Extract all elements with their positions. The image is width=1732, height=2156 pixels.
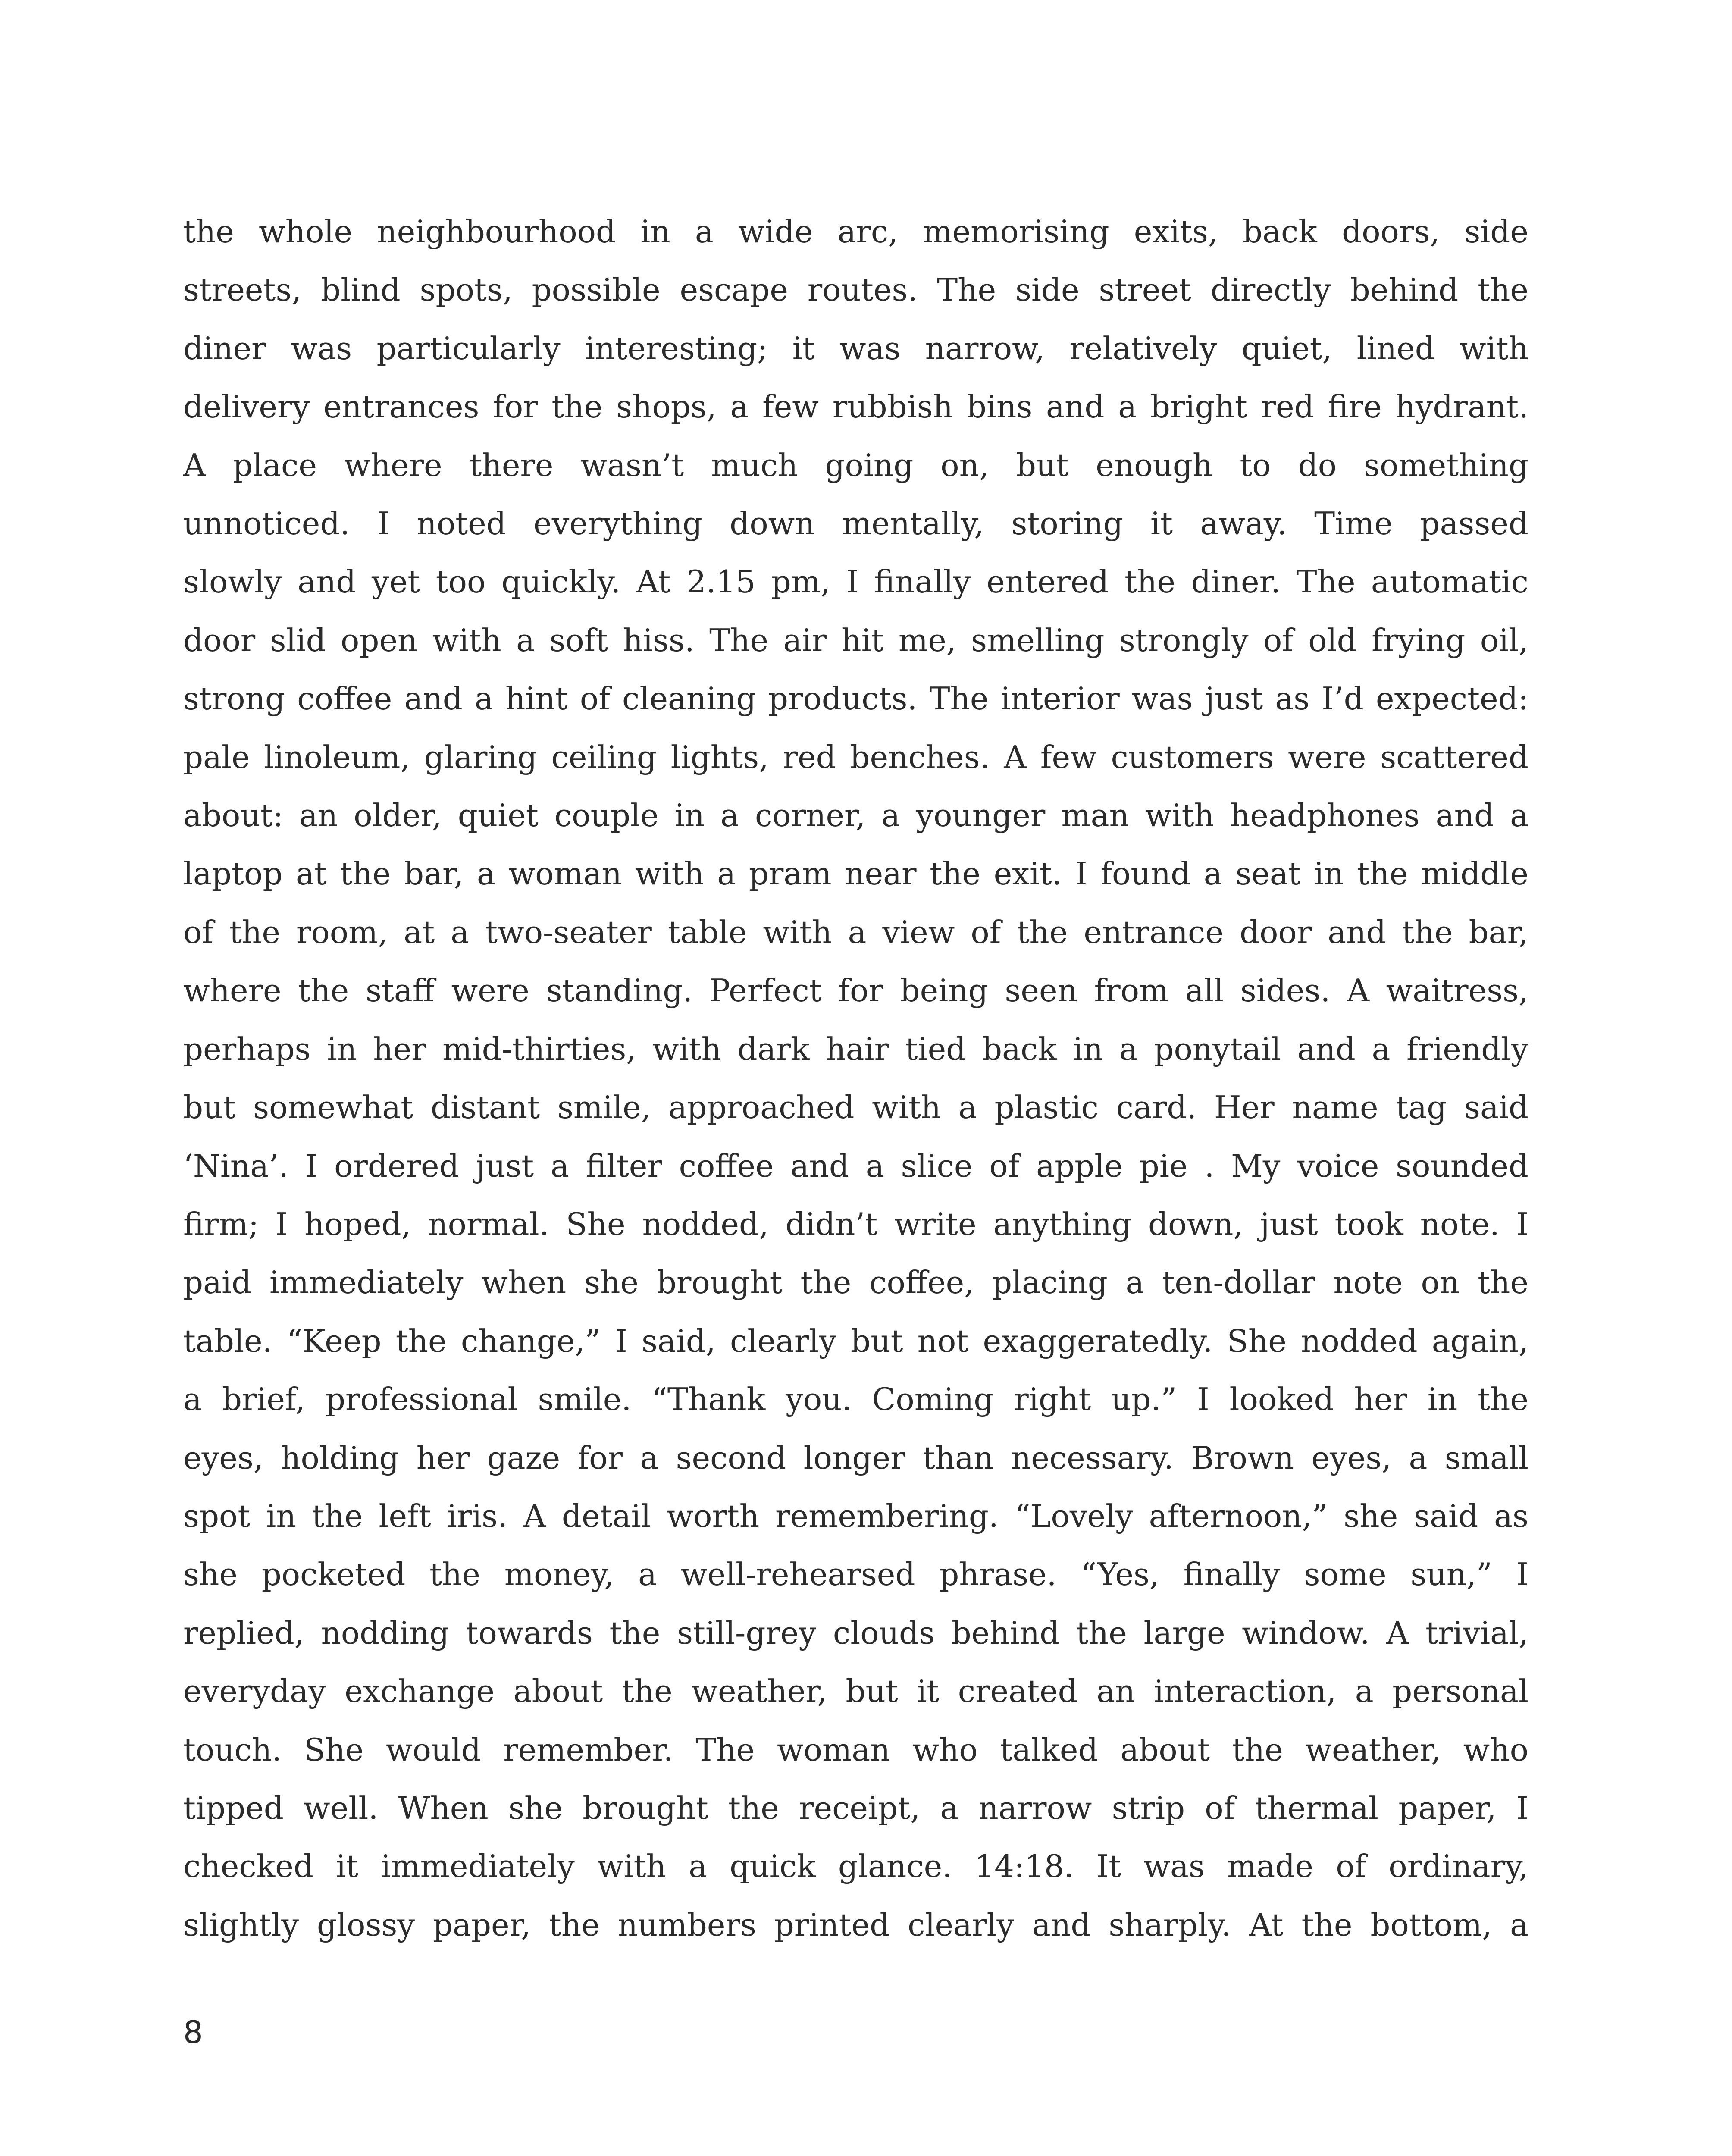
text-line: of the room, at a two-seater table with a view of the entrance door and the bar,: [183, 914, 1528, 950]
text-line: about: an older, quiet couple in a corner, a younger man with headphones and a: [183, 797, 1528, 834]
text-line: strong coffee and a hint of cleaning products. The interior was just as I’d expected:: [183, 680, 1528, 717]
text-line: a brief, professional smile. “Thank you. Coming right up.” I looked her in the: [183, 1381, 1528, 1418]
text-line: slightly glossy paper, the numbers printed clearly and sharply. At the bottom, a: [183, 1906, 1528, 1943]
text-line: unnoticed. I noted everything down mentally, storing it away. Time passed: [183, 505, 1528, 542]
text-line: where the staff were standing. Perfect for being seen from all sides. A waitress,: [183, 972, 1528, 1009]
text-line: streets, blind spots, possible escape routes. The side street directly behind the: [183, 272, 1528, 308]
text-line: diner was particularly interesting; it was narrow, relatively quiet, lined with: [183, 330, 1528, 367]
text-line: everyday exchange about the weather, but it created an interaction, a personal: [183, 1673, 1528, 1710]
text-line: eyes, holding her gaze for a second longer than necessary. Brown eyes, a small: [183, 1439, 1528, 1476]
text-line: paid immediately when she brought the coffee, placing a ten-dollar note on the: [183, 1264, 1528, 1301]
body-text: [183, 203, 1528, 1954]
text-line: delivery entrances for the shops, a few rubbish bins and a bright red fire hydrant.: [183, 389, 1528, 425]
text-line: touch. She would remember. The woman who talked about the weather, who: [183, 1731, 1528, 1768]
text-line: door slid open with a soft hiss. The air hit me, smelling strongly of old frying oil,: [183, 622, 1528, 658]
text-line: firm; I hoped, normal. She nodded, didn’t write anything down, just took note. I: [183, 1206, 1528, 1242]
text-line: A place where there wasn’t much going on, but enough to do something: [183, 447, 1528, 483]
text-line: tipped well. When she brought the receipt, a narrow strip of thermal paper, I: [183, 1789, 1528, 1826]
text-line: table. “Keep the change,” I said, clearly but not exaggeratedly. She nodded again,: [183, 1322, 1528, 1359]
text-line: laptop at the bar, a woman with a pram near the exit. I found a seat in the middle: [183, 856, 1528, 892]
text-line: but somewhat distant smile, approached with a plastic card. Her name tag said: [183, 1089, 1528, 1126]
text-line: she pocketed the money, a well-rehearsed phrase. “Yes, finally some sun,” I: [183, 1556, 1528, 1593]
page-number: 8: [183, 2014, 203, 2050]
text-line: ‘Nina’. I ordered just a filter coffee and a slice of apple pie . My voice sounded: [183, 1147, 1528, 1184]
text-line: replied, nodding towards the still-grey clouds behind the large window. A trivial,: [183, 1614, 1528, 1651]
text-line: checked it immediately with a quick glance. 14:18. It was made of ordinary,: [183, 1848, 1528, 1885]
text-line: the whole neighbourhood in a wide arc, memorising exits, back doors, side: [183, 213, 1528, 250]
text-line: pale linoleum, glaring ceiling lights, red benches. A few customers were scattered: [183, 739, 1528, 775]
text-line: perhaps in her mid-thirties, with dark hair tied back in a ponytail and a friendly: [183, 1031, 1528, 1067]
text-line: slowly and yet too quickly. At 2.15 pm, I finally entered the diner. The automatic: [183, 564, 1528, 600]
text-line: spot in the left iris. A detail worth remembering. “Lovely afternoon,” she said as: [183, 1498, 1528, 1534]
